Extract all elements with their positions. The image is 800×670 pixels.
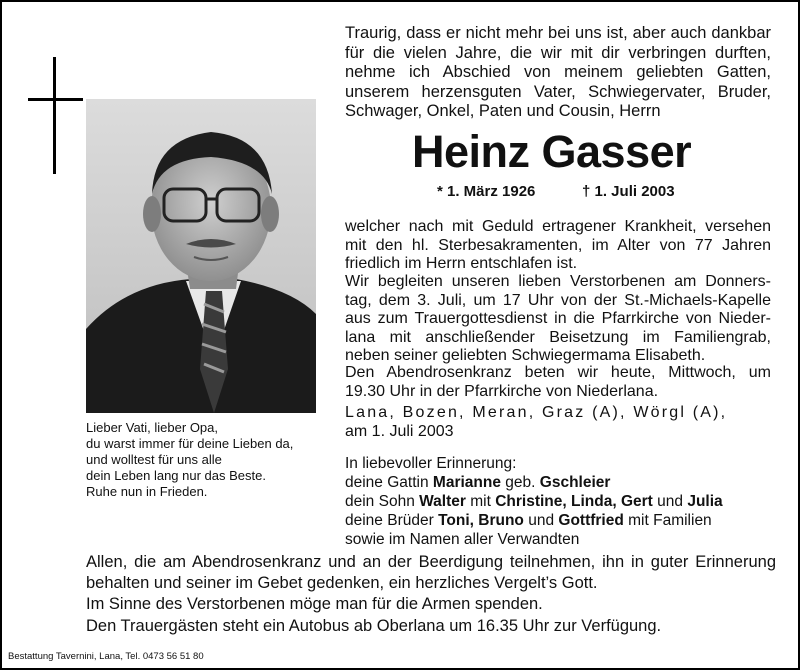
charity-note: Im Sinne des Verstorbenen möge man für die Armen spenden. [86,595,543,613]
death-date: † 1. Juli 2003 [582,183,675,200]
rosary-line: Den Abendrosenkranz beten wir heute, Mittwoch, um [345,364,771,381]
intro-paragraph [345,24,771,122]
cross-symbol-horizontal [28,98,83,101]
memory-line-son: dein Sohn Walter mit Christine, Linda, Gert und Julia [345,493,723,510]
funeral-line: tag, dem 3. Juli, um 17 Uhr von der St.-Michaels-Kapelle [345,291,771,309]
quote-line: und wolltest für uns alle [86,452,222,467]
quote-line: Ruhe nun in Frieden. [86,484,208,499]
funeral-line: Wir begleiten unseren lieben Verstorbenen am Donners- [345,273,771,290]
places-line: Lana, Bozen, Meran, Graz (A), Wörgl (A), [345,404,728,421]
memory-line-wife: deine Gattin Marianne geb. Gschleier [345,474,611,491]
quote-line: Lieber Vati, lieber Opa, [86,420,218,435]
memory-heading: In liebevoller Erinnerung: [345,455,517,472]
funeral-home-footer: Bestattung Tavernini, Lana, Tel. 0473 56 51 80 [8,651,204,662]
portrait-photo [86,99,316,413]
rosary-paragraph [345,364,771,401]
funeral-line: lana mit anschließender Beisetzung im Familiengrab, [345,328,771,346]
personal-quote [86,420,326,500]
cause-paragraph [345,218,771,274]
intro-line: für die vielen Jahre, die wir mit dir verbringen durften, [345,43,771,62]
cross-symbol-vertical [53,57,56,174]
intro-line: Schwager, Onkel, Paten und Cousin, Herrn [345,102,661,121]
rosary-line: 19.30 Uhr in der Pfarrkirche von Niederlana. [345,382,659,400]
funeral-line: neben seiner geliebten Schwiegermama Elisabeth. [345,347,706,364]
quote-line: dein Leben lang nur das Beste. [86,468,266,483]
intro-line: unserem herzensguten Vater, Schwiegervater, Bruder, [345,82,771,101]
place-date: am 1. Juli 2003 [345,422,454,440]
quote-line: du warst immer für deine Lieben da, [86,436,294,451]
funeral-line: aus zum Trauergottesdienst in die Pfarrkirche von Nieder- [345,310,771,327]
intro-line: Traurig, dass er nicht mehr bei uns ist, aber auch dankbar [345,24,771,42]
in-memory-section [345,454,785,549]
memory-line-brothers: deine Brüder Toni, Bruno und Gottfried mit Familien [345,512,712,529]
cause-line: friedlich im Herrn entschlafen ist. [345,255,578,272]
memory-line-relatives: sowie im Namen aller Verwandten [345,531,580,548]
cause-line: welcher nach mit Geduld ertragener Krankheit, versehen [345,218,771,235]
thanks-line: behalten und seiner im Gebet gedenken, ein herzliches Vergelt’s Gott. [86,574,598,592]
thanks-paragraph [86,552,776,594]
thanks-line: Allen, die am Abendrosenkranz und an der Beerdigung teilnehmen, ihn in guter Erinnerung [86,553,776,571]
intro-line: nehme ich Abschied von meinem geliebten Gatten, [345,63,771,82]
funeral-paragraph [345,273,771,366]
deceased-name: Heinz Gasser [412,126,692,177]
cause-line: mit den hl. Sterbesakramenten, im Alter von 77 Jahren [345,236,771,254]
places-paragraph [345,404,771,441]
bus-note: Den Trauergästen steht ein Autobus ab Oberlana um 16.35 Uhr zur Verfügung. [86,617,662,635]
birth-date: * 1. März 1926 [437,183,536,200]
